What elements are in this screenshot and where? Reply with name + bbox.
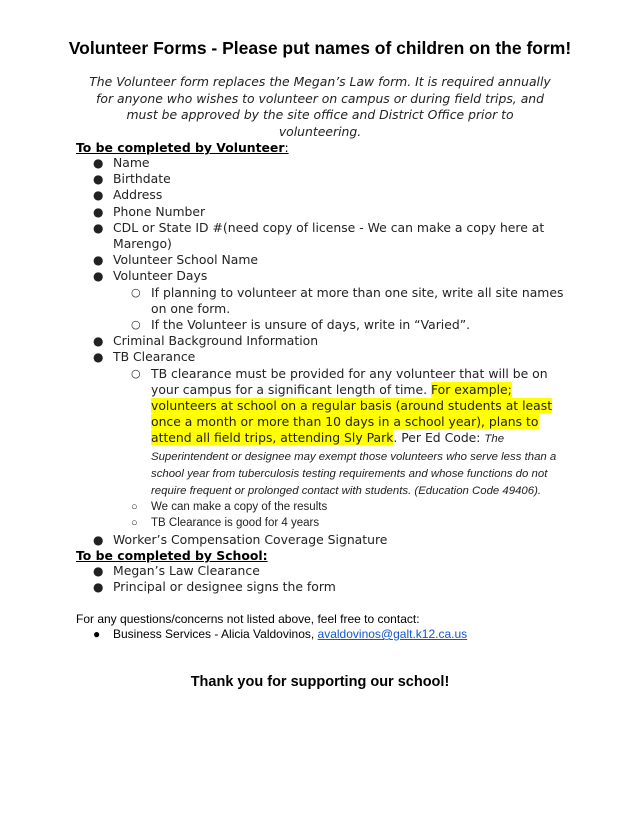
item-days: Volunteer Days (113, 268, 208, 284)
item-principal: Principal or designee signs the form (113, 579, 336, 595)
bullet-ring-icon: ○ (131, 285, 141, 299)
bullet-dot-icon: ● (93, 532, 104, 547)
bullet-dot-icon: ● (93, 627, 101, 641)
tb-ed-code-label: . Per Ed Code: (393, 430, 485, 446)
bullet-dot-icon: ● (93, 253, 104, 268)
sub-list-item (0, 317, 640, 333)
tb-highlighted-example: For example; volunteers at school on a regular basis (around students at least once a month or more than 10 days in a school year), plans to attend all field trips, attending Sly Park (151, 381, 553, 446)
item-address: Address (113, 187, 163, 203)
bullet-dot-icon: ● (93, 564, 104, 578)
list-item (0, 171, 640, 187)
bullet-dot-icon: ● (93, 220, 104, 235)
item-school: Volunteer School Name (113, 252, 259, 268)
sub-list-item (0, 499, 640, 515)
school-requirements-list (0, 563, 640, 595)
item-days-multiple-sites: If planning to volunteer at more than one site, write all site names on one form. (151, 284, 564, 316)
volunteer-section-heading (76, 140, 289, 156)
tb-requirement-text: TB clearance must be provided for any volunteer that will be on your campus for a significant length of time. (151, 365, 548, 397)
list-item (0, 579, 640, 595)
bullet-dot-icon: ● (93, 156, 104, 170)
thank-you-message: Thank you for supporting our school! (190, 674, 450, 690)
volunteer-heading-colon: : (284, 140, 289, 155)
list-item (0, 187, 640, 203)
list-item (0, 563, 640, 579)
bullet-dot-icon: ● (93, 172, 104, 187)
item-megans-law: Megan’s Law Clearance (113, 563, 260, 578)
school-section-heading: To be completed by School: (76, 548, 268, 563)
bullet-dot-icon: ● (93, 580, 104, 595)
bullet-dot-icon: ● (93, 188, 104, 203)
bullet-ring-icon: ○ (131, 318, 141, 332)
list-item (0, 532, 640, 548)
page-title: Volunteer Forms - Please put names of children on the form! (68, 38, 572, 58)
list-item (0, 349, 640, 365)
list-item (0, 626, 640, 642)
contact-list (0, 626, 640, 642)
sub-list-item (0, 366, 640, 500)
list-item (0, 220, 640, 252)
item-name: Name (113, 155, 150, 170)
list-item (0, 268, 640, 284)
list-item (0, 333, 640, 349)
bullet-ring-icon: ○ (131, 366, 141, 380)
tb-ed-code-quote: The Superintendent or designee may exempt those volunteers who serve less than a school year from tuberculosis testing requirements and whose functions do not require frequent or prolonged contact with students. (Education Code 49406). (151, 433, 557, 498)
bullet-dot-icon: ● (93, 334, 104, 349)
item-cdl: CDL or State ID #(need copy of license - We can make a copy here at Marengo) (113, 219, 545, 252)
contact-label: Business Services - Alicia Valdovinos, (113, 627, 318, 641)
tb-copy-results: We can make a copy of the results (151, 501, 328, 514)
item-tb: TB Clearance (113, 349, 196, 365)
item-birthdate: Birthdate (113, 171, 171, 187)
contact-email-link[interactable]: avaldovinos@galt.k12.ca.us (317, 627, 468, 641)
list-item (0, 155, 640, 171)
contact-intro: For any questions/concerns not listed above, feel free to contact: (76, 612, 420, 626)
list-item (0, 252, 640, 268)
bullet-dot-icon: ● (93, 204, 104, 219)
item-workers-comp: Worker’s Compensation Coverage Signature (113, 531, 388, 547)
bullet-dot-icon: ● (93, 269, 104, 284)
item-background: Criminal Background Information (113, 333, 319, 349)
list-item (0, 204, 640, 220)
sub-list-item (0, 285, 640, 317)
item-days-varied: If the Volunteer is unsure of days, write in “Varied”. (151, 317, 471, 333)
volunteer-heading-text: To be completed by Volunteer (76, 140, 285, 155)
item-phone: Phone Number (113, 203, 206, 219)
bullet-ring-icon: ○ (131, 501, 138, 514)
bullet-ring-icon: ○ (131, 517, 138, 530)
intro-paragraph: The Volunteer form replaces the Megan’s Law form. It is required annually for anyone who wishes to volunteer on campus or during field trips, and must be approved by the site office and District Office prior to volunteering. (89, 74, 551, 139)
tb-validity: TB Clearance is good for 4 years (151, 517, 320, 530)
bullet-dot-icon: ● (93, 350, 104, 365)
volunteer-requirements-list (0, 155, 640, 548)
sub-list-item (0, 515, 640, 531)
